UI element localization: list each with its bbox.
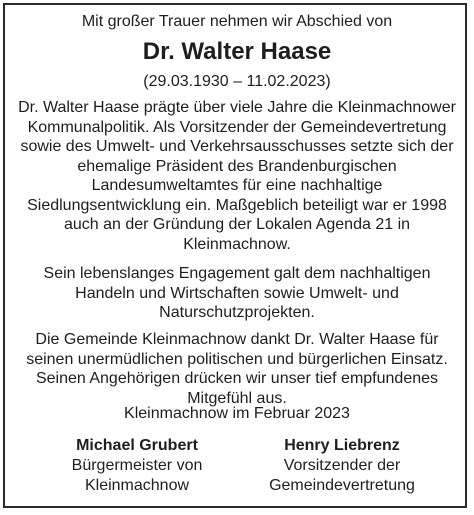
tribute-paragraph-2: Sein lebenslanges Engagement galt dem nachhaltigen Handeln und Wirtschaften sowie Umwelt- und Naturschutzprojekten. bbox=[43, 265, 431, 321]
life-dates: (29.03.1930 – 11.02.2023) bbox=[143, 73, 331, 90]
deceased-name: Dr. Walter Haase bbox=[142, 38, 332, 65]
tribute-paragraph-1: Dr. Walter Haase prägte über viele Jahre die Kleinmachnower Kommunalpolitik. Als Vorsitzender der Gemeindevertretung sowie des Umwelt- und Verkehrsausschusses setzte sich der ehemalige Präsident des Brandenburgischen Landesumweltamtes für eine nachhaltige Siedlungsentwicklung ein. Maßgeblich beteiligt war er 1998 auch an der Gründung der Lokalen Agenda 21 in Kleinmachnow. bbox=[18, 99, 456, 253]
signatory-right bbox=[242, 436, 442, 496]
place-date: Kleinmachnow im Februar 2023 bbox=[124, 405, 350, 422]
signatory-left bbox=[37, 436, 237, 496]
signatory-title-line1: Bürgermeister von bbox=[71, 457, 203, 474]
intro-line: Mit großer Trauer nehmen wir Abschied von bbox=[81, 13, 393, 30]
signatory-title-line1: Vorsitzender der bbox=[283, 457, 401, 474]
signatory-title-line2: Kleinmachnow bbox=[84, 477, 190, 494]
signatory-name: Michael Grubert bbox=[76, 437, 198, 454]
signatory-name: Henry Liebrenz bbox=[284, 437, 400, 454]
tribute-paragraph-3: Die Gemeinde Kleinmachnow dankt Dr. Walter Haase für seinen unermüdlichen politischen und bürgerlichen Einsatz. Seinen Angehörigen drücken wir unser tief empfundenes Mitgefühl aus. bbox=[26, 331, 448, 407]
signatory-title-line2: Gemeindevertretung bbox=[269, 477, 415, 494]
